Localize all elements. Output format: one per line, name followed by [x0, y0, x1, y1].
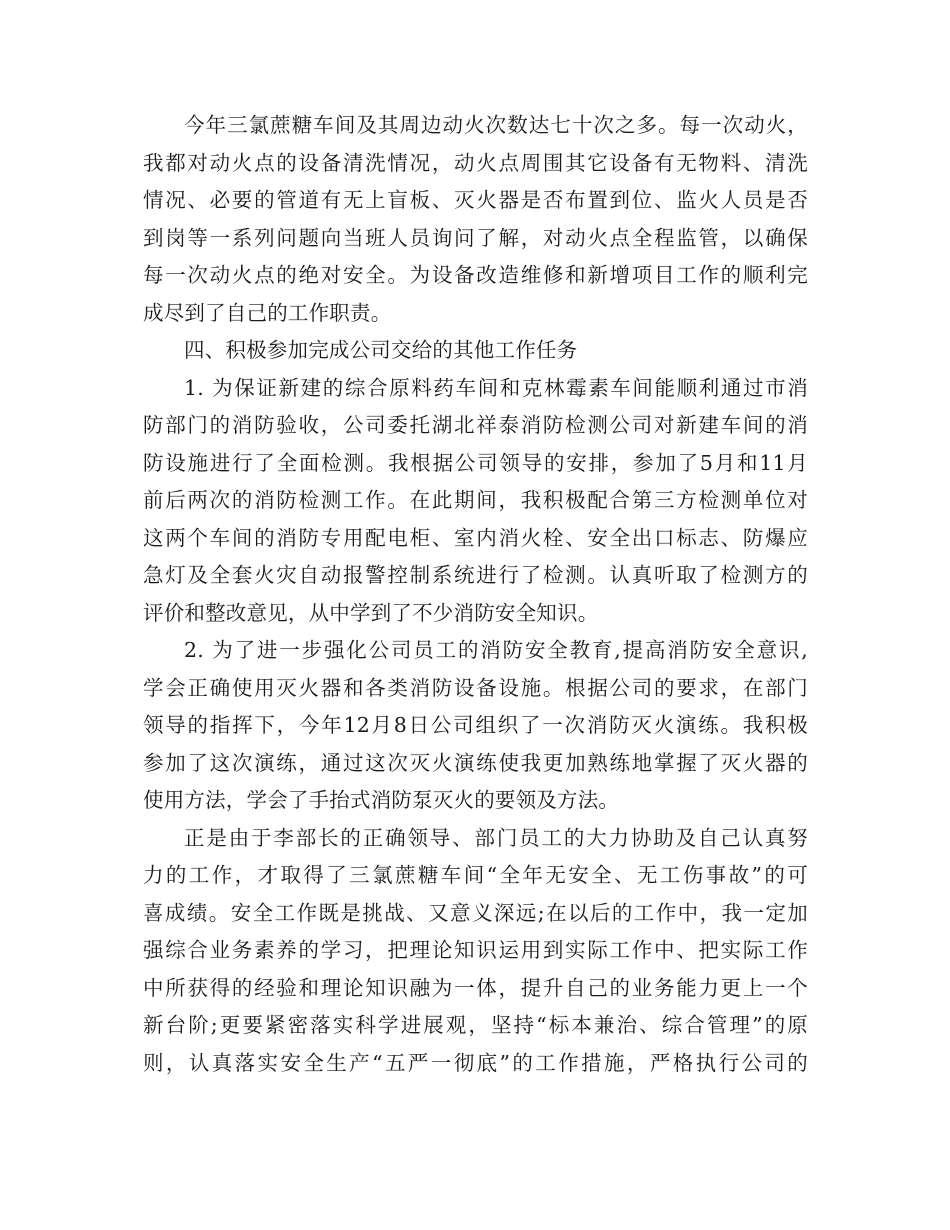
paragraph-line: 成尽到了自己的工作职责。: [143, 300, 392, 325]
paragraph-line: 情况、必要的管道有无上盲板、灭火器是否布置到位、监火人员是否: [143, 188, 808, 212]
paragraph-line: 参加了这次演练，通过这次灭火演练使我更加熟练地掌握了灭火器的: [143, 750, 808, 775]
paragraph-line: 评价和整改意见，从中学到了不少消防安全知识。: [143, 600, 599, 625]
paragraph-line: 今年三氯蔗糖车间及其周边动火次数达七十次之多。每一次动火，: [184, 113, 808, 137]
document-body: [143, 107, 808, 1082]
paragraph-line: 急灯及全套火灾自动报警控制系统进行了检测。认真听取了检测方的: [143, 563, 808, 587]
paragraph-line: 到岗等一系列问题向当班人员询问了解，对动火点全程监管，以确保: [143, 225, 808, 250]
paragraph-line: 这两个车间的消防专用配电柜、室内消火栓、安全出口标志、防爆应: [143, 525, 808, 550]
section-heading: 四、积极参加完成公司交给的其他工作任务: [184, 338, 578, 362]
paragraph-line: 中所获得的经验和理论知识融为一体，提升自己的业务能力更上一个: [143, 975, 808, 1000]
paragraph-line: 前后两次的消防检测工作。在此期间，我积极配合第三方检测单位对: [143, 488, 808, 512]
paragraph-line: 防部门的消防验收，公司委托湖北祥泰消防检测公司对新建车间的消: [143, 413, 808, 437]
paragraph-line: 新台阶;更要紧密落实科学进展观，坚持“标本兼治、综合管理”的原: [143, 1013, 808, 1037]
paragraph-line: 强综合业务素养的学习，把理论知识运用到实际工作中、把实际工作: [143, 938, 808, 962]
paragraph-line: 使用方法，学会了手抬式消防泵灭火的要领及方法。: [143, 788, 620, 812]
paragraph-line: 领导的指挥下，今年12月8日公司组织了一次消防灭火演练。我积极: [143, 713, 808, 737]
paragraph-line: 则，认真落实安全生产“五严一彻底”的工作措施，严格执行公司的: [143, 1050, 808, 1075]
paragraph-line: 我都对动火点的设备清洗情况，动火点周围其它设备有无物料、清洗: [143, 150, 808, 175]
paragraph-line: 力的工作，才取得了三氯蔗糖车间“全年无安全、无工伤事故”的可: [143, 863, 808, 887]
paragraph-line: 喜成绩。安全工作既是挑战、又意义深远;在以后的工作中，我一定加: [143, 900, 808, 925]
paragraph-line: 每一次动火点的绝对安全。为设备改造维修和新增项目工作的顺利完: [143, 263, 808, 287]
paragraph-line: 2. 为了进一步强化公司员工的消防安全教育,提高消防安全意识,: [184, 638, 808, 662]
paragraph-line: 1. 为保证新建的综合原料药车间和克林霉素车间能顺利通过市消: [184, 375, 808, 400]
paragraph-line: 防设施进行了全面检测。我根据公司领导的安排，参加了5月和11月: [143, 450, 808, 475]
paragraph-line: 学会正确使用灭火器和各类消防设备设施。根据公司的要求，在部门: [143, 675, 808, 700]
paragraph-line: 正是由于李部长的正确领导、部门员工的大力协助及自己认真努: [184, 825, 808, 850]
